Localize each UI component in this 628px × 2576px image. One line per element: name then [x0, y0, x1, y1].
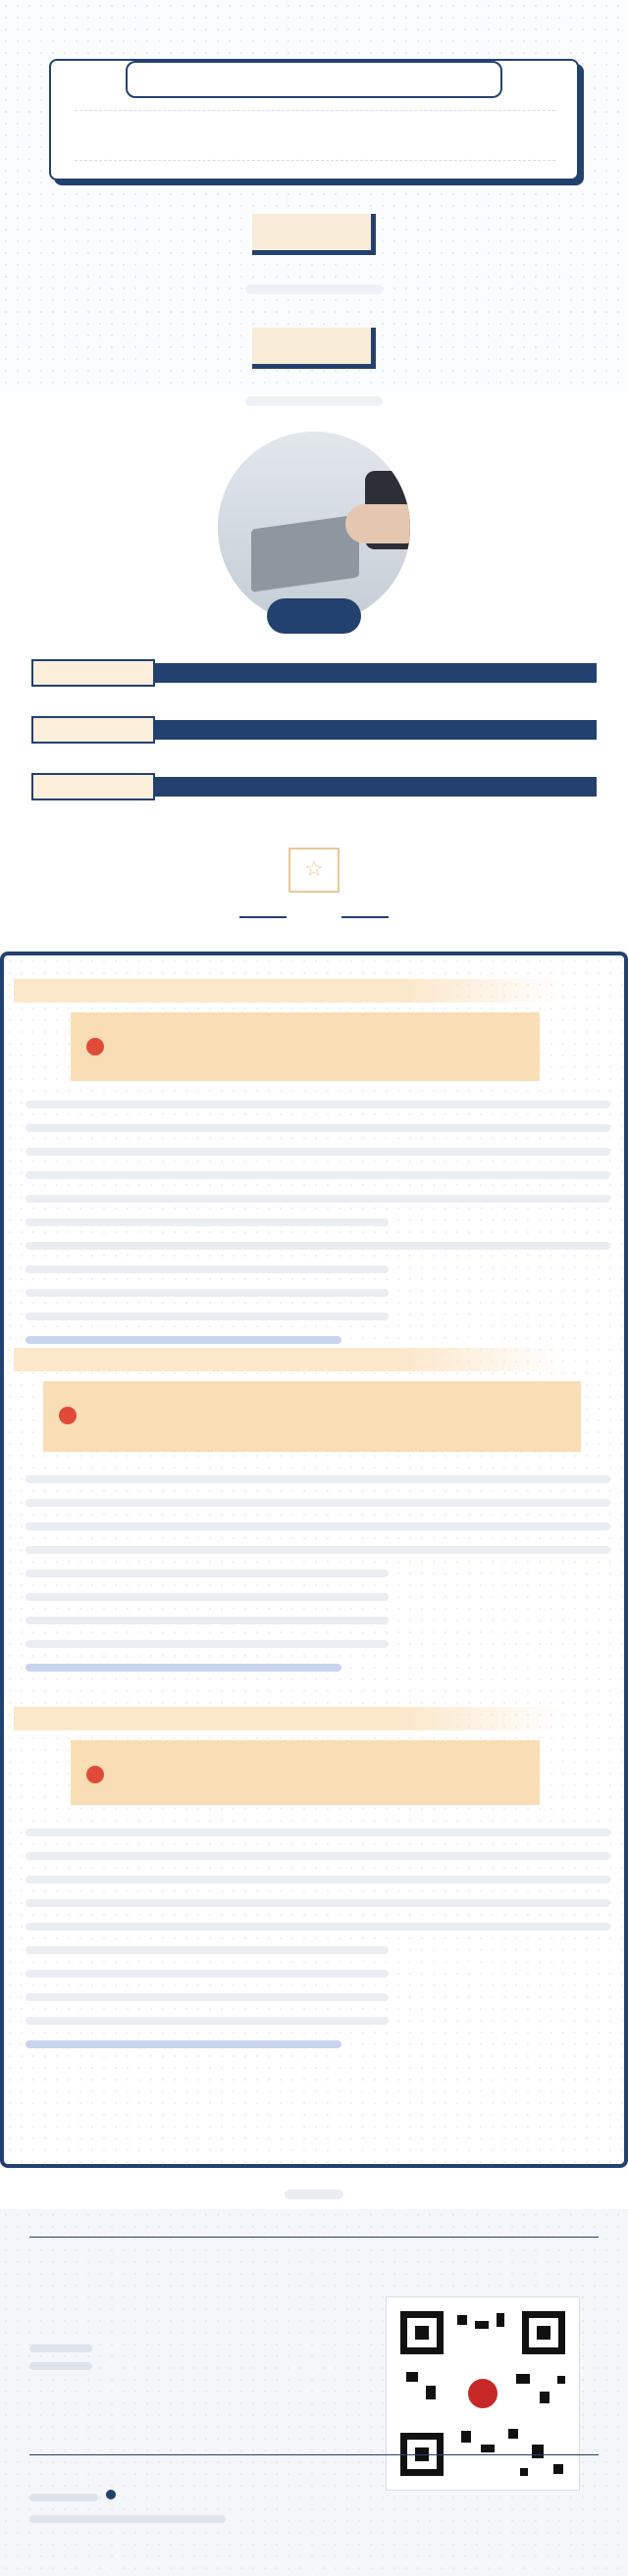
section-1-heading [14, 979, 563, 1003]
toc-title-1 [155, 663, 597, 683]
section-1-body [26, 1101, 610, 1360]
section-2-notice [43, 1381, 581, 1452]
hero-section [0, 0, 628, 392]
section-1-url-link[interactable] [26, 1336, 341, 1344]
toc-item-1[interactable] [31, 659, 597, 687]
star-icon: ☆ [288, 848, 340, 893]
toc-number-2 [31, 716, 155, 744]
check-circle-icon [86, 1038, 104, 1056]
credit-layout [29, 2362, 92, 2370]
check-circle-icon [86, 1766, 104, 1783]
brand-dot [106, 2490, 116, 2499]
toc-item-3[interactable] [31, 773, 597, 800]
details-panel [0, 952, 628, 2168]
detail-divider-right [341, 916, 389, 918]
event-time-label [252, 214, 376, 255]
section-2-body [26, 1475, 610, 1687]
section-3-notice [71, 1740, 540, 1805]
event-target-label [252, 328, 376, 369]
credit-editor [29, 2344, 92, 2352]
section-3-body [26, 1829, 610, 2064]
toc-badge [267, 598, 361, 634]
brand-subtitle [29, 2515, 226, 2523]
check-circle-icon [59, 1407, 77, 1424]
qr-logo [465, 2376, 500, 2411]
toc-title-3 [155, 777, 597, 797]
toc-title-2 [155, 720, 597, 740]
detail-divider-left [239, 916, 287, 918]
section-2-heading [14, 1348, 563, 1371]
footer [0, 2209, 628, 2576]
brand-title [29, 2494, 98, 2501]
event-time-value [245, 284, 383, 294]
toc-number-1 [31, 659, 155, 687]
end-marker [285, 2190, 343, 2199]
section-3-heading [14, 1707, 563, 1730]
intro-text-area [75, 110, 555, 161]
toc-number-3 [31, 773, 155, 800]
section-3-url-link[interactable] [26, 2040, 341, 2048]
intro-title-ribbon [126, 61, 502, 98]
qr-code[interactable] [387, 2297, 579, 2490]
event-target-value [245, 396, 383, 406]
section-2-url-link[interactable] [26, 1664, 341, 1672]
hero-photo [218, 432, 410, 624]
toc-item-2[interactable] [31, 716, 597, 744]
section-1-notice [71, 1012, 540, 1081]
